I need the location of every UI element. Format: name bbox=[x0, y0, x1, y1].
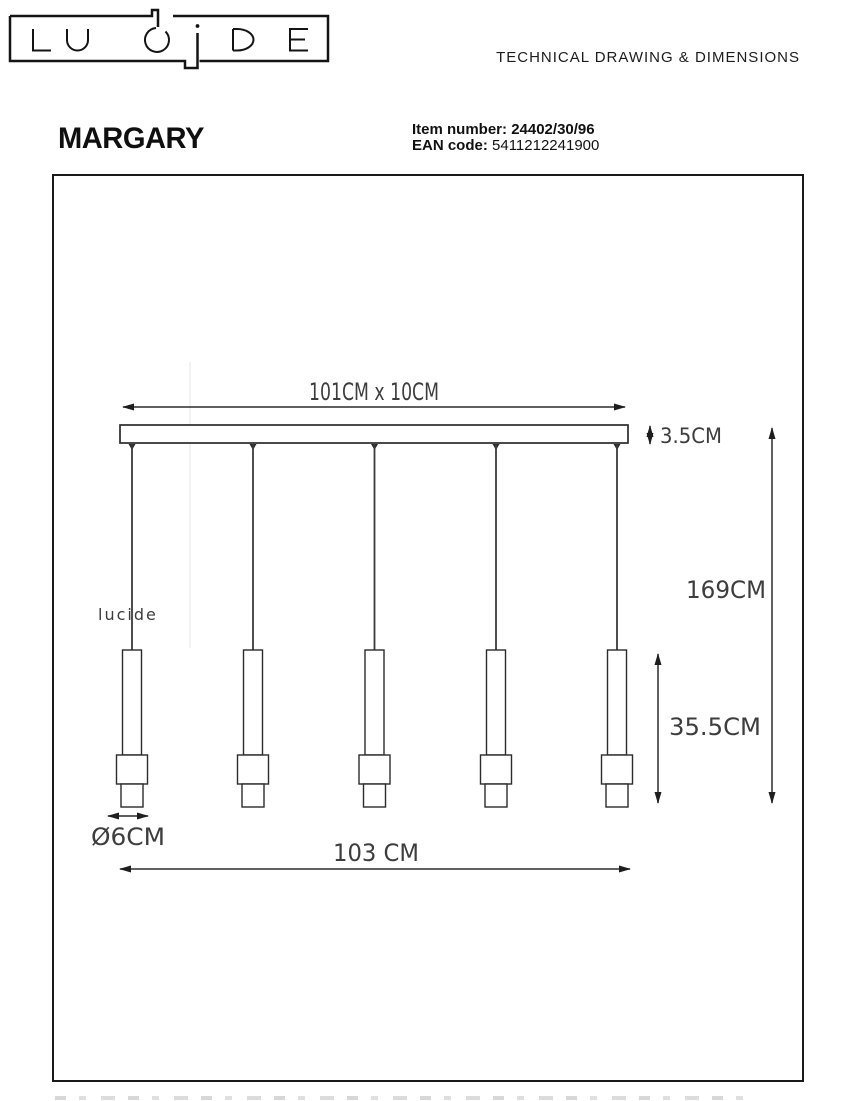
pendant-4 bbox=[481, 444, 512, 807]
dim-base-width bbox=[123, 378, 625, 407]
pendant-5 bbox=[602, 444, 633, 807]
suspension-bar bbox=[120, 425, 628, 443]
cutoff-text-strip bbox=[55, 1096, 745, 1100]
dim-drop-height bbox=[686, 428, 772, 803]
dim-tube-diameter bbox=[91, 816, 165, 851]
dim-tube-length-label: 35.5CM bbox=[669, 713, 761, 741]
dim-tube-length bbox=[658, 654, 761, 803]
dim-overall-width bbox=[120, 839, 630, 869]
dim-tube-diameter-label: Ø6CM bbox=[91, 823, 165, 851]
item-number-label: Item number: bbox=[412, 121, 508, 138]
dim-base-width-label: 101CM x 10CM bbox=[309, 378, 439, 406]
dim-drop-height-label: 169CM bbox=[686, 576, 766, 604]
pendants bbox=[117, 444, 633, 807]
pendant-3 bbox=[359, 444, 390, 807]
document-title: TECHNICAL DRAWING & DIMENSIONS bbox=[496, 49, 800, 66]
product-name: MARGARY bbox=[58, 122, 204, 155]
pendant-1 bbox=[117, 444, 148, 807]
item-number-value: 24402/30/96 bbox=[511, 121, 595, 138]
pendant-2 bbox=[238, 444, 269, 807]
dim-base-thickness bbox=[650, 424, 722, 448]
ean-value: 5411212241900 bbox=[492, 137, 600, 154]
dim-overall-width-label: 103 CM bbox=[333, 839, 419, 867]
ean-label: EAN code: bbox=[412, 137, 488, 154]
dim-base-thickness-label: 3.5CM bbox=[660, 424, 722, 448]
watermark: lucide bbox=[98, 605, 158, 624]
